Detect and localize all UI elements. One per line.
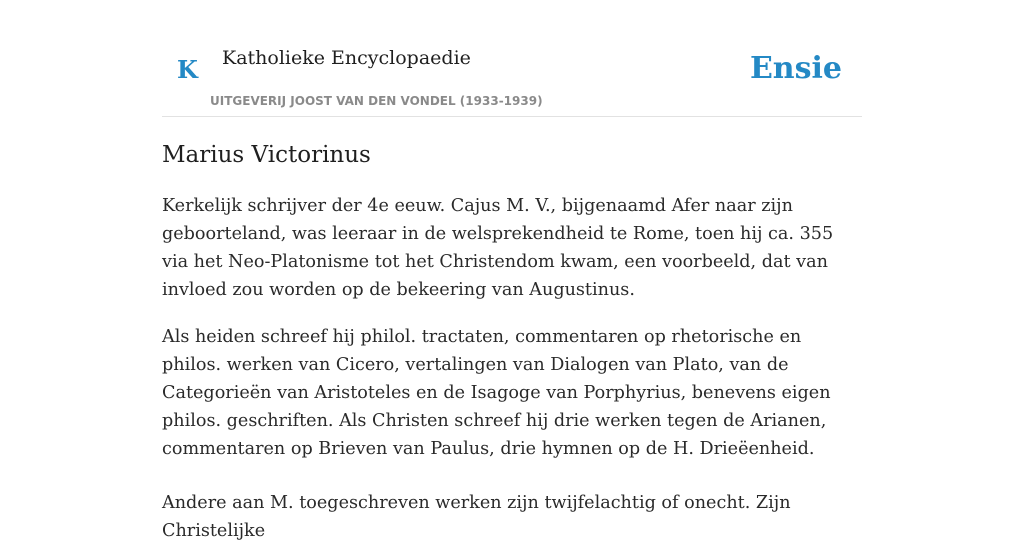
ensie-brand-link[interactable]: Ensie bbox=[749, 51, 842, 86]
article bbox=[162, 138, 862, 545]
article-paragraph: Kerkelijk schrijver der 4e eeuw. Cajus M. V., bijgenaamd Afer naar zijn geboorteland, was leeraar in de welsprekendheid te Rome, toen hij ca. 355 via het Neo-Platonisme tot het Christendom kwam, een voorbeeld, dat van invloed zou worden op de bekeering van Augustinus. bbox=[162, 196, 834, 300]
publisher-line: UITGEVERIJ JOOST VAN DEN VONDEL (1933-1939) bbox=[210, 94, 543, 108]
page-header bbox=[162, 0, 862, 117]
article-paragraph: Andere aan M. toegeschreven werken zijn twijfelachtig of onecht. Zijn Christelijke bbox=[162, 493, 791, 541]
encyclopedia-title: Katholieke Encyclopaedie bbox=[222, 47, 471, 69]
encyclopedia-logo-link[interactable]: K bbox=[177, 55, 198, 84]
article-title: Marius Victorinus bbox=[162, 142, 371, 168]
article-paragraph: Als heiden schreef hij philol. tractaten, commentaren op rhetorische en philos. werken van Cicero, vertalingen van Dialogen van Plato, van de Categorieën van Aristoteles en de Isagoge van Porphyrius, benevens eigen philos. geschriften. Als Christen schreef hij drie werken tegen de Arianen, commentaren op Brieven van Paulus, drie hymnen op de H. Drieëenheid. bbox=[162, 327, 831, 459]
